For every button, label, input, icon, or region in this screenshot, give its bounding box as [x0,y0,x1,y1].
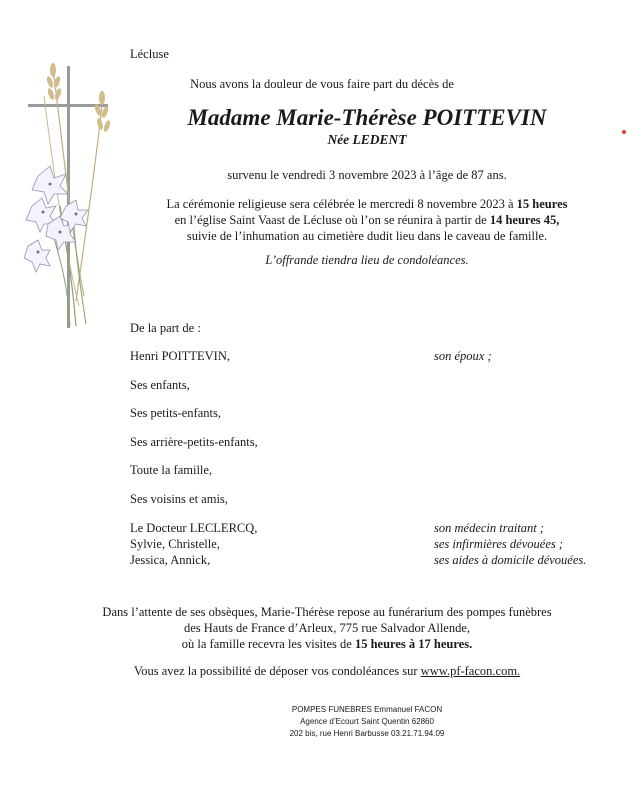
funeral-line-1: Dans l’attente de ses obsèques, Marie-Thérèse repose au funérarium des pompes funèbres [102,605,552,619]
caregiver-relation: ses infirmières dévouées ; [434,537,564,551]
family-member-name: Ses voisins et amis, [130,492,228,506]
condolences-link[interactable]: www.pf-facon.com. [420,664,521,678]
funeral-home-footer [0,704,644,740]
death-notice: survenu le vendredi 3 novembre 2023 à l’âge de 87 ans. [227,168,507,182]
ceremony-line-2: en l’église Saint Vaast de Lécluse où l’on se réunira à partir de 14 heures 45, [174,213,560,227]
offering-note: L’offrande tiendra lieu de condoléances. [265,253,469,267]
family-member-name: Henri POITTEVIN, [130,349,230,363]
ceremony-paragraph [0,196,644,244]
footer-agency: Agence d’Ecourt Saint Quentin 62860 [300,717,434,726]
funeral-line-3: où la famille recevra les visites de 15 heures à 17 heures. [181,637,473,651]
from-label: De la part de : [130,321,201,335]
family-member-relation: son époux ; [434,349,492,363]
footer-company: POMPES FUNEBRES Emmanuel FACON [291,705,443,714]
caregiver-names [130,520,257,568]
family-member-name: Ses enfants, [130,378,190,392]
caregiver-relation: son médecin traitant ; [434,521,545,535]
funeral-line-2: des Hauts de France d’Arleux, 775 rue Salvador Allende, [183,621,471,635]
deceased-name: Madame Marie-Thérèse POITTEVIN [187,105,547,130]
caregiver-name: Jessica, Annick, [130,553,211,567]
ceremony-line-3: suivie de l’inhumation au cimetière dudit lieu dans le caveau de famille. [186,229,548,243]
family-member-name: Ses arrière-petits-enfants, [130,435,258,449]
intro-text: Nous avons la douleur de vous faire part du décès de [190,77,454,91]
family-member-name: Toute la famille, [130,463,213,477]
online-condolences [0,663,644,679]
family-member-name: Ses petits-enfants, [130,406,221,420]
footer-address: 202 bis, rue Henri Barbusse 03.21.71.94.09 [289,729,445,738]
red-dot-mark [622,130,626,134]
online-condolences-text: Vous avez la possibilité de déposer vos condoléances sur [133,664,421,678]
caregiver-relations [434,520,586,568]
caregiver-relation: ses aides à domicile dévouées. [434,553,587,567]
maiden-name: Née LEDENT [327,132,407,147]
funeral-home-paragraph [0,604,644,652]
caregiver-name: Sylvie, Christelle, [130,537,220,551]
ceremony-line-1: La cérémonie religieuse sera célébrée le mercredi 8 novembre 2023 à 15 heures [166,197,568,211]
caregiver-name: Le Docteur LECLERCQ, [130,521,258,535]
town-name: Lécluse [130,47,169,61]
